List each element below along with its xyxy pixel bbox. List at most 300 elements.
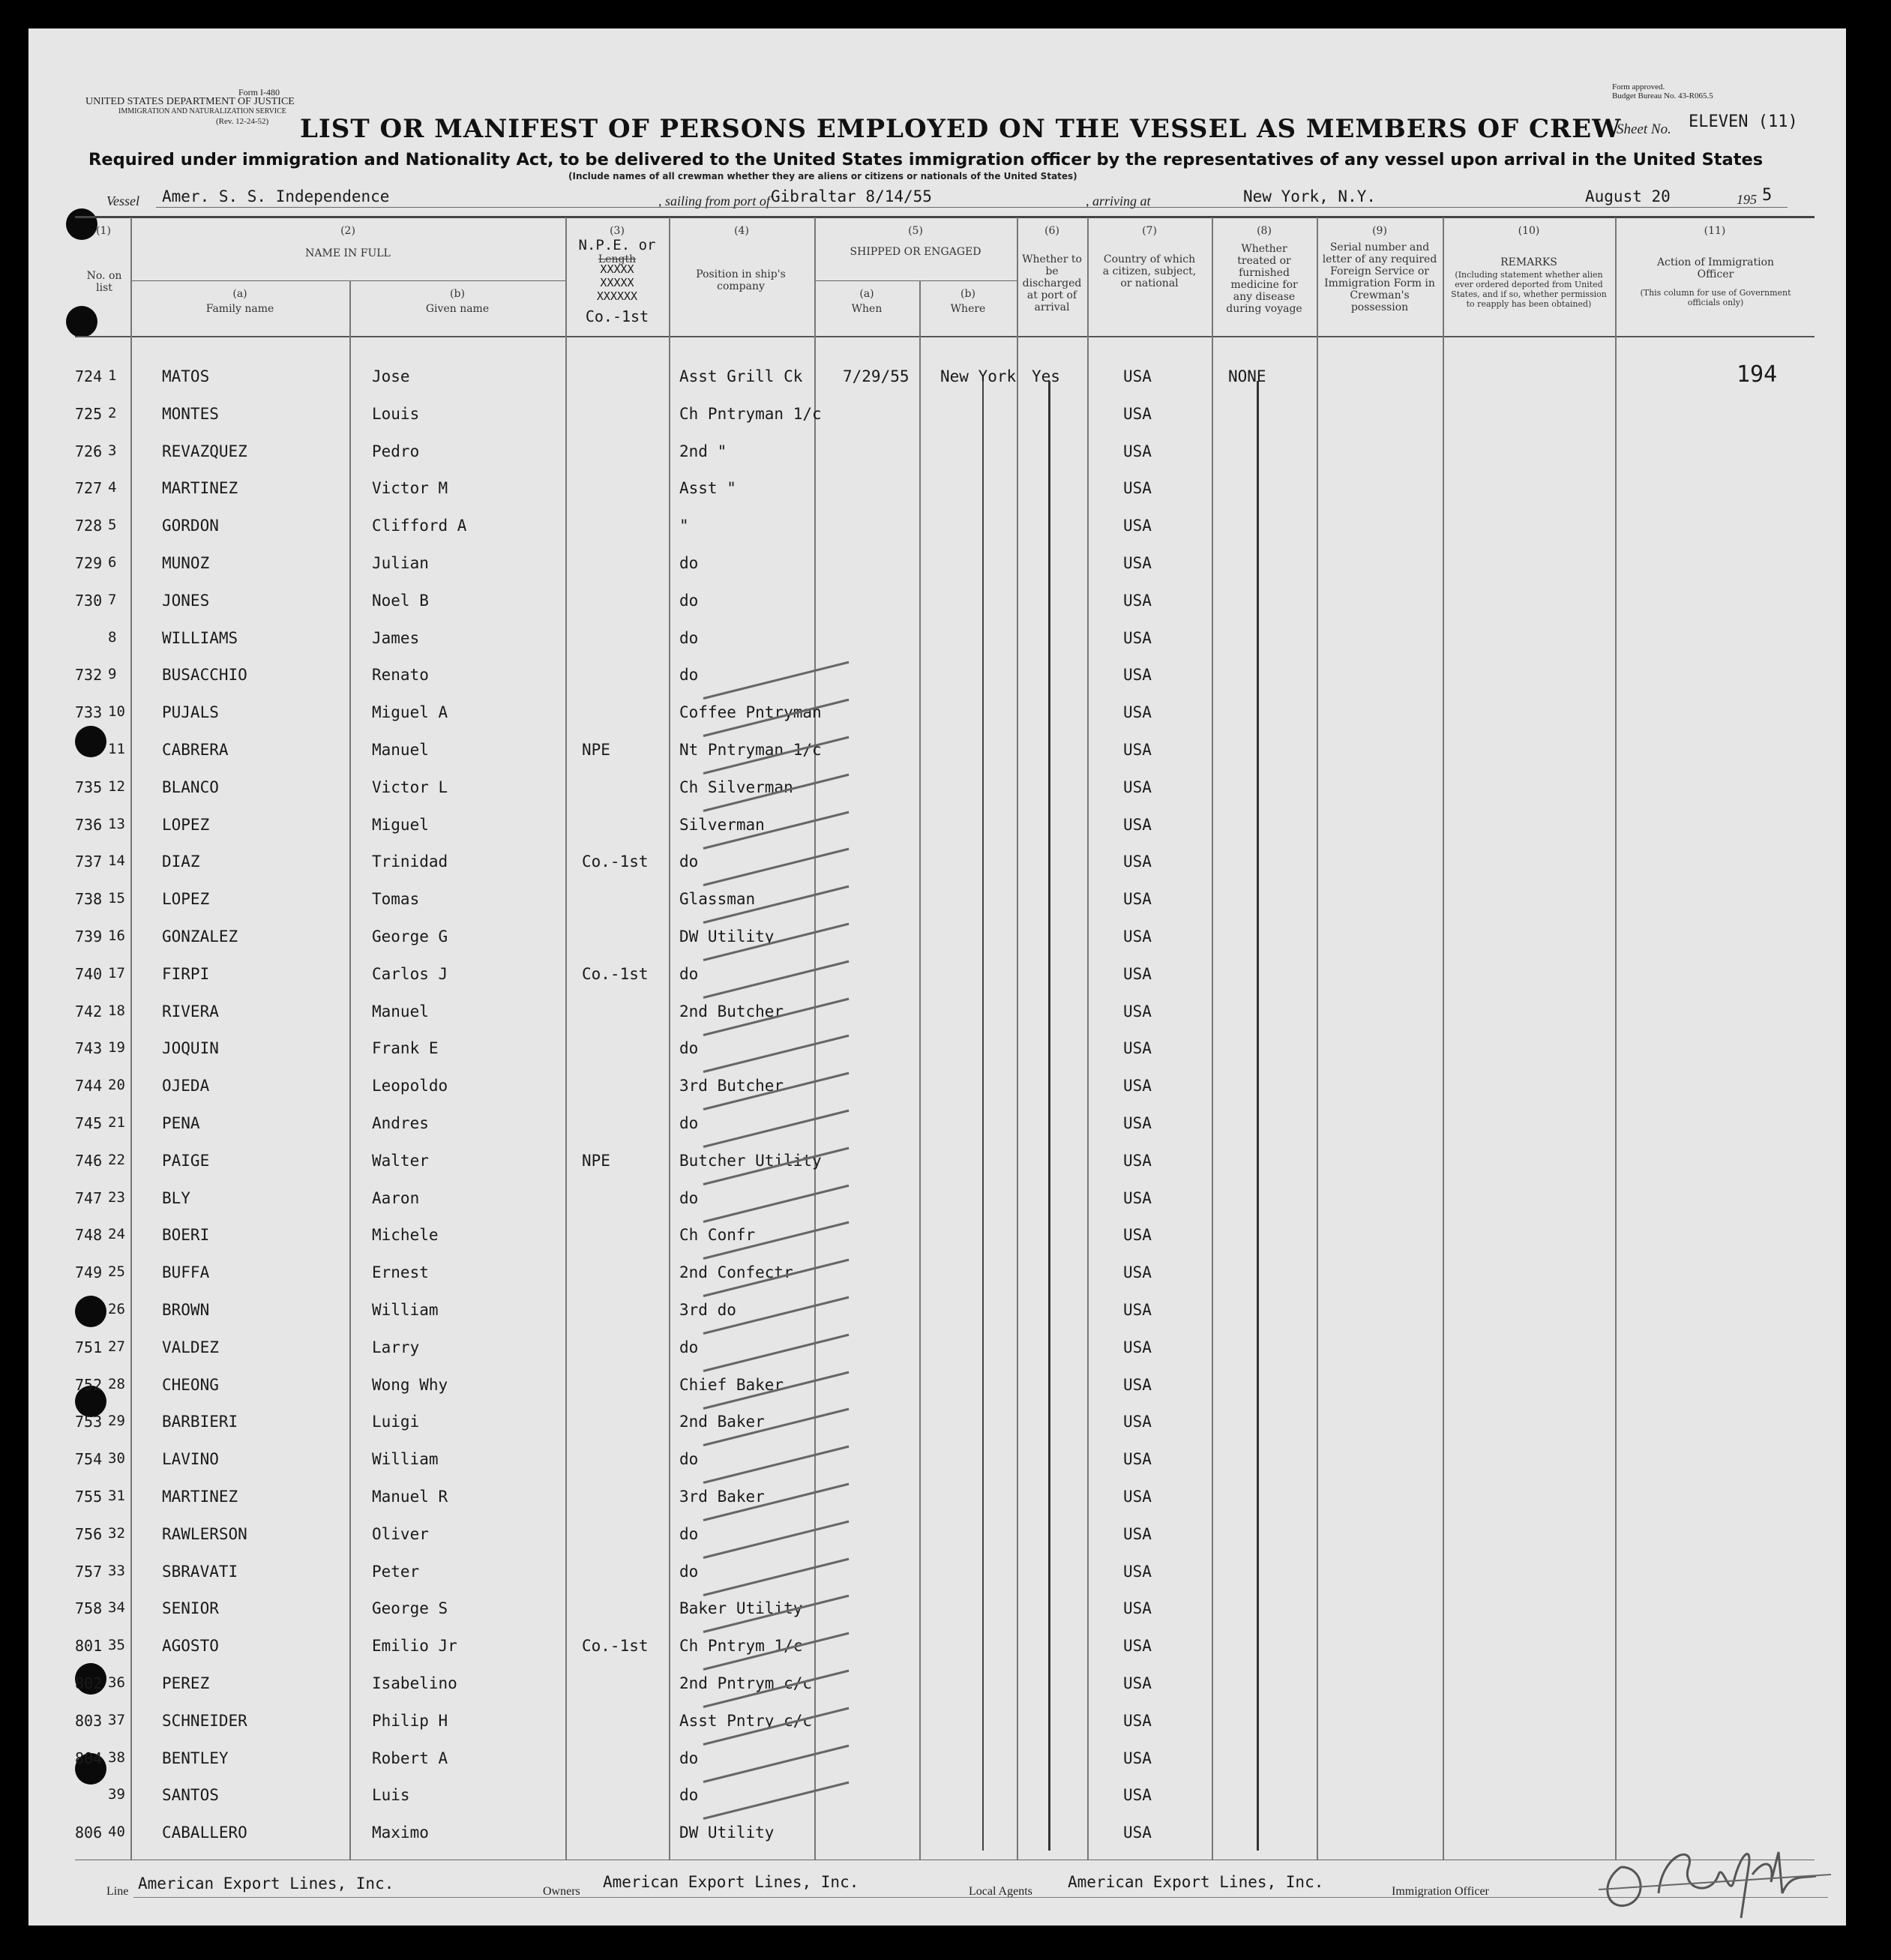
position-cell: 3rd Baker xyxy=(679,1488,765,1506)
arriving-port: New York, N.Y. xyxy=(1243,187,1377,205)
sailing-port: Gibraltar 8/14/55 xyxy=(771,187,932,205)
given-name-cell: Luis xyxy=(372,1786,410,1805)
position-cell: do xyxy=(679,666,699,685)
npe-cell: NPE xyxy=(582,1151,610,1170)
pencil-strike-mark xyxy=(703,1744,850,1782)
country-cell: USA xyxy=(1123,890,1152,909)
col-divider xyxy=(919,280,921,1860)
col6-num: (6) xyxy=(1044,225,1059,237)
given-name-cell: Frank E xyxy=(372,1039,439,1058)
row-number: 33 xyxy=(108,1562,125,1579)
given-name-cell: Walter xyxy=(372,1151,429,1170)
row-number: 18 xyxy=(108,1002,125,1019)
row-number: 9 xyxy=(108,666,117,683)
col7-num: (7) xyxy=(1142,225,1157,237)
family-name-cell: SBRAVATI xyxy=(162,1562,238,1581)
given-name-cell: Julian xyxy=(372,554,429,572)
country-cell: USA xyxy=(1123,815,1152,834)
subnote: (Include names of all crewman whether they are aliens or citizens or nationals of the United States) xyxy=(568,171,1077,181)
country-cell: USA xyxy=(1123,1413,1152,1431)
country-cell: USA xyxy=(1123,1524,1152,1543)
col-divider xyxy=(1615,217,1617,1860)
ditto-line xyxy=(1048,381,1050,1851)
given-name-cell: Manuel R xyxy=(372,1488,448,1506)
position-cell: 2nd Butcher xyxy=(679,1002,784,1020)
pencil-strike-mark xyxy=(703,1035,850,1073)
agents-label: Local Agents xyxy=(969,1885,1032,1898)
family-name-cell: SANTOS xyxy=(162,1786,219,1805)
npe-cell: NPE xyxy=(582,741,610,759)
given-name-cell: Pedro xyxy=(372,442,420,460)
country-cell: USA xyxy=(1123,591,1152,610)
given-name-cell: Oliver xyxy=(372,1524,429,1543)
row-stamp-number: 736 xyxy=(75,815,103,834)
position-cell: Asst Grill Ck xyxy=(679,367,803,385)
family-name-cell: FIRPI xyxy=(162,964,210,983)
col3-label3: Co.-1st xyxy=(585,307,649,325)
position-cell: Butcher Utility xyxy=(679,1151,822,1170)
given-name-cell: Andres xyxy=(372,1114,429,1132)
row-stamp-number: 751 xyxy=(75,1338,103,1356)
col3-label2: Length xyxy=(598,253,637,265)
given-name-cell: Miguel xyxy=(372,815,429,834)
country-cell: USA xyxy=(1123,1674,1152,1692)
col3-strikeout: XXXXX xyxy=(600,262,634,276)
row-stamp-number: 728 xyxy=(75,517,103,535)
arriving-label: , arriving at xyxy=(1086,193,1151,208)
row-number: 35 xyxy=(108,1637,125,1654)
vessel-label: Vessel xyxy=(106,193,139,208)
col5a-label: When xyxy=(851,303,883,315)
row-number: 14 xyxy=(108,853,125,870)
col-divider xyxy=(349,280,351,1860)
given-name-cell: Luigi xyxy=(372,1413,420,1431)
given-name-cell: Victor M xyxy=(372,479,448,498)
position-cell: do xyxy=(679,1562,699,1581)
row-stamp-number: 745 xyxy=(75,1114,103,1132)
position-cell: 3rd Butcher xyxy=(679,1077,784,1095)
col7-label: Country of which a citizen, subject, or national xyxy=(1102,253,1197,289)
given-name-cell: Louis xyxy=(372,404,420,423)
position-cell: DW Utility xyxy=(679,928,775,946)
margin-note: 194 xyxy=(1737,361,1778,388)
pencil-strike-mark xyxy=(703,1782,850,1820)
row-number: 25 xyxy=(108,1263,125,1281)
col1-num: (1) xyxy=(96,225,111,237)
given-name-cell: Noel B xyxy=(372,591,429,610)
binder-hole xyxy=(75,1296,106,1327)
family-name-cell: MATOS xyxy=(162,367,210,385)
row-stamp-number: 806 xyxy=(75,1824,103,1842)
col3-strikeout: XXXXX xyxy=(600,276,634,289)
shipped-where-cell: New York xyxy=(940,367,1017,385)
position-cell: Nt Pntryman 1/c xyxy=(679,741,822,759)
officer-signature xyxy=(1591,1822,1839,1920)
col6-label: Whether to be discharged at port of arrival xyxy=(1022,253,1082,313)
given-name-cell: Leopoldo xyxy=(372,1077,448,1095)
family-name-cell: PAIGE xyxy=(162,1151,210,1170)
family-name-cell: BLANCO xyxy=(162,778,219,796)
given-name-cell: George G xyxy=(372,928,448,946)
country-cell: USA xyxy=(1123,1039,1152,1058)
col-divider xyxy=(1017,217,1018,1860)
form-approved: Form approved. xyxy=(1612,82,1665,91)
ditto-line xyxy=(982,381,984,1851)
family-name-cell: WILLIAMS xyxy=(162,628,238,647)
family-name-cell: CABALLERO xyxy=(162,1824,247,1842)
row-number: 39 xyxy=(108,1786,125,1803)
row-number: 19 xyxy=(108,1039,125,1056)
country-cell: USA xyxy=(1123,1263,1152,1282)
country-cell: USA xyxy=(1123,853,1152,871)
vessel-rule xyxy=(156,207,1788,208)
position-cell: Ch Pntrym 1/c xyxy=(679,1637,803,1656)
row-stamp-number: 742 xyxy=(75,1002,103,1020)
vessel-name: Amer. S. S. Independence xyxy=(162,187,390,205)
agents-value: American Export Lines, Inc. xyxy=(1068,1873,1324,1891)
family-name-cell: OJEDA xyxy=(162,1077,210,1095)
sheet-number: ELEVEN (11) xyxy=(1689,112,1798,131)
row-number: 28 xyxy=(108,1375,125,1392)
given-name-cell: Trinidad xyxy=(372,853,448,871)
position-cell: do xyxy=(679,1114,699,1132)
row-stamp-number: 746 xyxy=(75,1151,103,1170)
position-cell: do xyxy=(679,554,699,572)
position-cell: Silverman xyxy=(679,815,765,834)
medicine-cell: NONE xyxy=(1228,367,1266,385)
col-divider xyxy=(1212,217,1213,1860)
country-cell: USA xyxy=(1123,1375,1152,1394)
row-stamp-number: 803 xyxy=(75,1711,103,1730)
col2b-num: (b) xyxy=(450,288,465,300)
row-stamp-number: 801 xyxy=(75,1637,103,1656)
col4-label: Position in ship's company xyxy=(696,268,786,292)
position-cell: 2nd Baker xyxy=(679,1413,765,1431)
row-stamp-number: 739 xyxy=(75,928,103,946)
subtitle: Required under immigration and Nationality Act, to be delivered to the United States immigration officer by the representatives of any vessel upon arrival in the United States xyxy=(88,150,1764,169)
given-name-cell: Philip H xyxy=(372,1711,448,1730)
given-name-cell: Aaron xyxy=(372,1188,420,1207)
pencil-strike-mark xyxy=(703,1110,850,1148)
pencil-strike-mark xyxy=(703,960,850,998)
col3-label1: N.P.E. or xyxy=(578,237,656,253)
row-number: 11 xyxy=(108,741,125,757)
given-name-cell: George S xyxy=(372,1599,448,1618)
given-name-cell: Carlos J xyxy=(372,964,448,983)
position-cell: Ch Pntryman 1/c xyxy=(679,404,822,423)
row-number: 36 xyxy=(108,1674,125,1691)
country-cell: USA xyxy=(1123,741,1152,759)
row-stamp-number: 724 xyxy=(75,367,103,385)
ditto-line xyxy=(1257,381,1259,1851)
col-divider xyxy=(565,217,567,1860)
row-number: 12 xyxy=(108,778,125,795)
given-name-cell: Jose xyxy=(372,367,410,385)
row-stamp-number: 747 xyxy=(75,1188,103,1207)
family-name-cell: LOPEZ xyxy=(162,815,210,834)
country-cell: USA xyxy=(1123,367,1152,385)
position-cell: do xyxy=(679,1450,699,1469)
given-name-cell: Renato xyxy=(372,666,429,685)
row-number: 32 xyxy=(108,1524,125,1542)
npe-cell: Co.-1st xyxy=(582,853,649,871)
position-cell: Chief Baker xyxy=(679,1375,784,1394)
family-name-cell: BROWN xyxy=(162,1301,210,1319)
col10-sub: (Including statement whether alien ever ordered deported from United States, and if so, whether permission to reapply has been obtained) xyxy=(1451,270,1607,309)
revision: (Rev. 12-24-52) xyxy=(216,117,269,126)
position-cell: Asst Pntry c/c xyxy=(679,1711,813,1730)
family-name-cell: SENIOR xyxy=(162,1599,219,1618)
page-title: LIST OR MANIFEST OF PERSONS EMPLOYED ON THE VESSEL AS MEMBERS OF CREW xyxy=(300,114,1622,144)
year-prefix: 195 xyxy=(1737,192,1757,207)
col8-num: (8) xyxy=(1257,225,1272,237)
row-stamp-number: 738 xyxy=(75,890,103,909)
officer-label: Immigration Officer xyxy=(1392,1885,1489,1898)
col-divider xyxy=(1443,217,1444,1860)
position-cell: do xyxy=(679,591,699,610)
row-number: 13 xyxy=(108,815,125,832)
country-cell: USA xyxy=(1123,404,1152,423)
position-cell: 2nd " xyxy=(679,442,727,460)
country-cell: USA xyxy=(1123,442,1152,460)
row-stamp-number: 732 xyxy=(75,666,103,685)
header-bottom-rule xyxy=(75,336,1815,337)
given-name-cell: Maximo xyxy=(372,1824,429,1842)
position-cell: do xyxy=(679,964,699,983)
pencil-strike-mark xyxy=(703,661,850,700)
given-name-cell: Miguel A xyxy=(372,703,448,722)
col11-label: Action of Immigration Officer xyxy=(1656,256,1775,280)
col2a-label: Family name xyxy=(205,303,274,315)
country-cell: USA xyxy=(1123,928,1152,946)
row-stamp-number: 729 xyxy=(75,554,103,572)
row-stamp-number: 758 xyxy=(75,1599,103,1618)
given-name-cell: Larry xyxy=(372,1338,420,1356)
given-name-cell: William xyxy=(372,1301,439,1319)
position-cell: do xyxy=(679,1786,699,1805)
owners-label: Owners xyxy=(543,1885,580,1898)
row-stamp-number: 757 xyxy=(75,1562,103,1581)
given-name-cell: Tomas xyxy=(372,890,420,909)
country-cell: USA xyxy=(1123,554,1152,572)
given-name-cell: Isabelino xyxy=(372,1674,457,1692)
given-name-cell: Wong Why xyxy=(372,1375,448,1394)
country-cell: USA xyxy=(1123,1711,1152,1730)
col-divider xyxy=(669,217,670,1860)
family-name-cell: MONTES xyxy=(162,404,219,423)
given-name-cell: William xyxy=(372,1450,439,1469)
row-number: 26 xyxy=(108,1301,125,1317)
country-cell: USA xyxy=(1123,1002,1152,1020)
row-number: 22 xyxy=(108,1151,125,1168)
row-stamp-number: 754 xyxy=(75,1450,103,1469)
pencil-strike-mark xyxy=(703,1557,850,1596)
position-cell: do xyxy=(679,1524,699,1543)
family-name-cell: CHEONG xyxy=(162,1375,219,1394)
col10-num: (10) xyxy=(1518,225,1540,237)
family-name-cell: PENA xyxy=(162,1114,200,1132)
row-stamp-number: 749 xyxy=(75,1263,103,1282)
row-number: 31 xyxy=(108,1488,125,1504)
row-stamp-number: 737 xyxy=(75,853,103,871)
col2-label: NAME IN FULL xyxy=(305,247,391,259)
given-name-cell: Clifford A xyxy=(372,517,467,535)
row-stamp-number: 726 xyxy=(75,442,103,460)
col10-label: REMARKS xyxy=(1500,256,1557,268)
position-cell: do xyxy=(679,1039,699,1058)
col2b-label: Given name xyxy=(425,303,490,315)
row-number: 23 xyxy=(108,1188,125,1206)
row-stamp-number: 730 xyxy=(75,591,103,610)
family-name-cell: LOPEZ xyxy=(162,890,210,909)
position-cell: 3rd do xyxy=(679,1301,736,1319)
country-cell: USA xyxy=(1123,1114,1152,1132)
family-name-cell: RAWLERSON xyxy=(162,1524,247,1543)
row-stamp-number: 735 xyxy=(75,778,103,796)
service: IMMIGRATION AND NATURALIZATION SERVICE xyxy=(118,107,286,115)
line-value: American Export Lines, Inc. xyxy=(138,1875,394,1893)
position-cell: 2nd Confectr xyxy=(679,1263,793,1282)
pencil-strike-mark xyxy=(703,848,850,886)
row-stamp-number: 756 xyxy=(75,1524,103,1543)
col-divider xyxy=(1317,217,1318,1860)
family-name-cell: JONES xyxy=(162,591,210,610)
position-cell: do xyxy=(679,1188,699,1207)
position-cell: 2nd Pntrym c/c xyxy=(679,1674,813,1692)
family-name-cell: VALDEZ xyxy=(162,1338,219,1356)
col3-strikeout: XXXXXX xyxy=(596,289,638,303)
pencil-strike-mark xyxy=(703,1446,850,1484)
discharged-cell: Yes xyxy=(1032,367,1060,385)
row-number: 34 xyxy=(108,1599,125,1617)
position-cell: " xyxy=(679,517,689,535)
row-number: 40 xyxy=(108,1824,125,1841)
position-cell: do xyxy=(679,1749,699,1767)
sheet-label: Sheet No. xyxy=(1617,121,1671,137)
family-name-cell: SCHNEIDER xyxy=(162,1711,247,1730)
manifest-page xyxy=(28,28,1846,1926)
col-divider xyxy=(1087,217,1089,1860)
country-cell: USA xyxy=(1123,666,1152,685)
country-cell: USA xyxy=(1123,1749,1152,1767)
col9-label: Serial number and letter of any required Foreign Service or Immigration Form in Crewman's possession xyxy=(1322,241,1437,313)
binder-hole xyxy=(66,306,97,337)
position-cell: do xyxy=(679,628,699,647)
row-number: 15 xyxy=(108,890,125,907)
family-name-cell: GORDON xyxy=(162,517,219,535)
shipped-when-cell: 7/29/55 xyxy=(843,367,910,385)
row-number: 2 xyxy=(108,404,117,421)
row-stamp-number: 755 xyxy=(75,1488,103,1506)
family-name-cell: BARBIERI xyxy=(162,1413,238,1431)
country-cell: USA xyxy=(1123,1226,1152,1245)
country-cell: USA xyxy=(1123,1301,1152,1319)
position-cell: Ch Confr xyxy=(679,1226,756,1245)
family-name-cell: CABRERA xyxy=(162,741,229,759)
country-cell: USA xyxy=(1123,1824,1152,1842)
given-name-cell: Michele xyxy=(372,1226,439,1245)
row-number: 17 xyxy=(108,964,125,981)
row-stamp-number: 740 xyxy=(75,964,103,983)
col5b-label: Where xyxy=(950,303,986,315)
row-stamp-number: 748 xyxy=(75,1226,103,1245)
sailing-label: , sailing from port of xyxy=(658,193,770,208)
family-name-cell: BUFFA xyxy=(162,1263,210,1282)
row-stamp-number: 804 xyxy=(75,1749,103,1767)
row-number: 29 xyxy=(108,1413,125,1430)
country-cell: USA xyxy=(1123,1488,1152,1506)
budget-bureau: Budget Bureau No. 43-R065.5 xyxy=(1612,91,1713,100)
country-cell: USA xyxy=(1123,1338,1152,1356)
country-cell: USA xyxy=(1123,778,1152,796)
col5-num: (5) xyxy=(908,225,923,237)
family-name-cell: LAVINO xyxy=(162,1450,219,1469)
country-cell: USA xyxy=(1123,479,1152,498)
col9-num: (9) xyxy=(1372,225,1387,237)
position-cell: Coffee Pntryman xyxy=(679,703,822,722)
row-number: 1 xyxy=(108,367,117,384)
row-number: 20 xyxy=(108,1077,125,1094)
table-top-rule xyxy=(75,216,1815,218)
family-name-cell: JOQUIN xyxy=(162,1039,219,1058)
row-number: 10 xyxy=(108,703,125,721)
family-name-cell: AGOSTO xyxy=(162,1637,219,1656)
row-number: 38 xyxy=(108,1749,125,1766)
country-cell: USA xyxy=(1123,1637,1152,1656)
country-cell: USA xyxy=(1123,1151,1152,1170)
year-digit: 5 xyxy=(1762,186,1773,205)
country-cell: USA xyxy=(1123,964,1152,983)
department: UNITED STATES DEPARTMENT OF JUSTICE xyxy=(85,96,295,107)
col5a-num: (a) xyxy=(859,288,874,300)
col2a-num: (a) xyxy=(232,288,247,300)
col3-num: (3) xyxy=(610,225,625,237)
family-name-cell: MUNOZ xyxy=(162,554,210,572)
given-name-cell: Ernest xyxy=(372,1263,429,1282)
col2-num: (2) xyxy=(340,225,355,237)
row-stamp-number: 802 xyxy=(75,1674,103,1692)
given-name-cell: Emilio Jr xyxy=(372,1637,457,1656)
family-name-cell: BLY xyxy=(162,1188,190,1207)
row-stamp-number: 727 xyxy=(75,479,103,498)
name-split-rule xyxy=(130,280,565,281)
owners-value: American Export Lines, Inc. xyxy=(603,1873,859,1891)
row-stamp-number: 744 xyxy=(75,1077,103,1095)
family-name-cell: DIAZ xyxy=(162,853,200,871)
family-name-cell: BENTLEY xyxy=(162,1749,229,1767)
given-name-cell: Victor L xyxy=(372,778,448,796)
given-name-cell: Manuel xyxy=(372,741,429,759)
col-divider xyxy=(130,217,132,1860)
family-name-cell: MARTINEZ xyxy=(162,479,238,498)
given-name-cell: Robert A xyxy=(372,1749,448,1767)
row-number: 27 xyxy=(108,1338,125,1355)
col5b-num: (b) xyxy=(960,288,975,300)
footer-rule xyxy=(133,1897,1828,1898)
npe-cell: Co.-1st xyxy=(582,1637,649,1656)
family-name-cell: BUSACCHIO xyxy=(162,666,247,685)
row-number: 30 xyxy=(108,1450,125,1467)
shipped-split-rule xyxy=(814,280,1017,281)
family-name-cell: REVAZQUEZ xyxy=(162,442,247,460)
country-cell: USA xyxy=(1123,1562,1152,1581)
position-cell: do xyxy=(679,1338,699,1356)
line-label: Line xyxy=(106,1885,129,1898)
row-number: 7 xyxy=(108,591,117,608)
row-number: 6 xyxy=(108,554,117,571)
position-cell: DW Utility xyxy=(679,1824,775,1842)
country-cell: USA xyxy=(1123,517,1152,535)
